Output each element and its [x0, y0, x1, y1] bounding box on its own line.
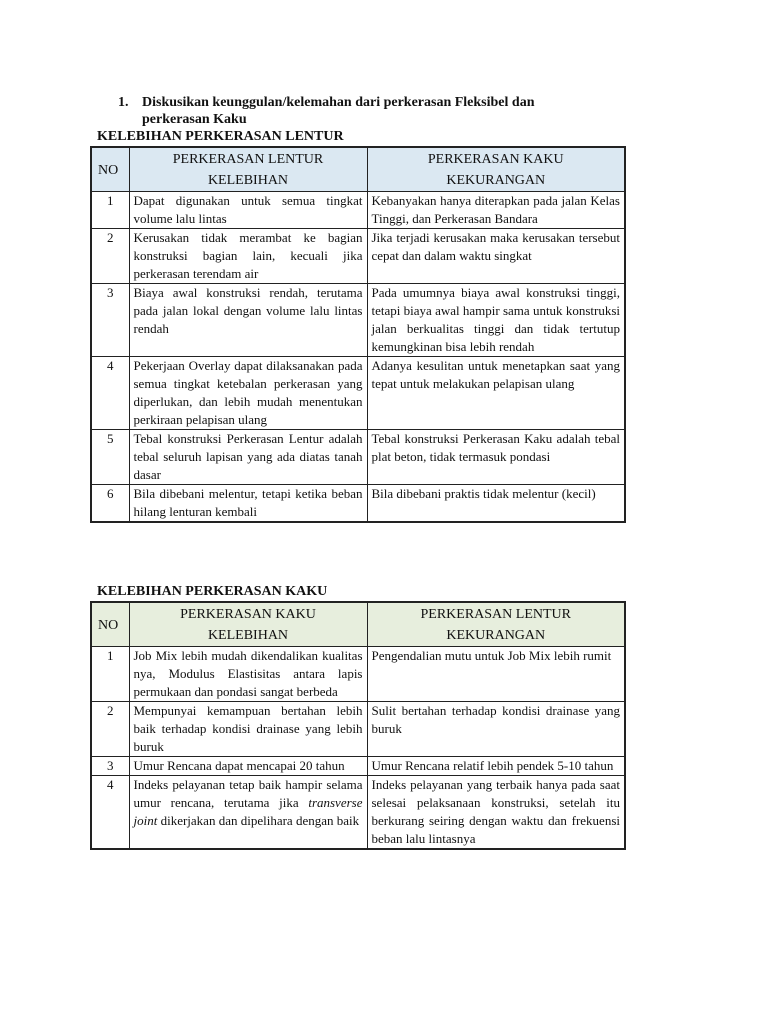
header-col-b	[367, 602, 625, 647]
table-row	[91, 647, 625, 702]
row-no: 1	[91, 192, 129, 229]
header-col-a	[129, 602, 367, 647]
header-col-b-line1: PERKERASAN LENTUR	[420, 607, 571, 622]
row-no: 3	[91, 757, 129, 776]
table-header-row	[91, 602, 625, 647]
table-row	[91, 757, 625, 776]
row-advantage	[129, 776, 367, 850]
table-row	[91, 229, 625, 284]
table-row	[91, 776, 625, 850]
row-no: 5	[91, 430, 129, 485]
row-no: 2	[91, 229, 129, 284]
row-no: 6	[91, 485, 129, 523]
row-disadvantage: Kebanyakan hanya diterapkan pada jalan Kelas Tinggi, dan Perkerasan Bandara	[367, 192, 625, 229]
row-disadvantage: Pengendalian mutu untuk Job Mix lebih rumit	[367, 647, 625, 702]
table-row	[91, 192, 625, 229]
row-advantage-pre: Indeks pelayanan tetap baik hampir selama umur rencana, terutama jika	[133, 777, 363, 810]
table-header-row	[91, 147, 625, 192]
table-row	[91, 284, 625, 357]
row-advantage: Bila dibebani melentur, tetapi ketika beban hilang lenturan kembali	[129, 485, 367, 523]
row-disadvantage: Indeks pelayanan yang terbaik hanya pada saat selesai pelaksanaan konstruksi, setelah itu berkurang seiring dengan waktu dan frekuensi beban lalu lintasnya	[367, 776, 625, 850]
header-col-b-line2: KEKURANGAN	[446, 628, 546, 643]
header-col-a-line1: PERKERASAN KAKU	[180, 607, 316, 622]
row-no: 4	[91, 357, 129, 430]
header-col-b	[367, 147, 625, 192]
row-advantage: Dapat digunakan untuk semua tingkat volume lalu lintas	[129, 192, 367, 229]
row-advantage-post: dikerjakan dan dipelihara dengan baik	[160, 813, 360, 828]
table-row	[91, 485, 625, 523]
header-col-a-line1: PERKERASAN LENTUR	[172, 152, 324, 167]
header-col-b-line1: PERKERASAN KAKU	[427, 152, 564, 167]
table-row	[91, 430, 625, 485]
table1-title: KELEBIHAN PERKERASAN LENTUR	[97, 129, 344, 144]
question-text: Diskusikan keunggulan/kelemahan dari perkerasan Fleksibel dan perkerasan Kaku	[142, 95, 535, 127]
row-disadvantage: Jika terjadi kerusakan maka kerusakan tersebut cepat dan dalam waktu singkat	[367, 229, 625, 284]
table-row	[91, 702, 625, 757]
row-advantage: Kerusakan tidak merambat ke bagian konstruksi bagian lain, kecuali jika perkerasan terendam air	[129, 229, 367, 284]
row-disadvantage: Tebal konstruksi Perkerasan Kaku adalah tebal plat beton, tidak termasuk pondasi	[367, 430, 625, 485]
row-no: 2	[91, 702, 129, 757]
header-col-a-line2: KELEBIHAN	[207, 173, 289, 188]
row-disadvantage: Pada umumnya biaya awal konstruksi tinggi, tetapi biaya awal hampir sama untuk konstruksi jalan berkualitas tinggi dan tidak tertutup kemungkinan bisa lebih rendah	[367, 284, 625, 357]
row-advantage: Umur Rencana dapat mencapai 20 tahun	[129, 757, 367, 776]
rigid-pavement-table	[90, 601, 626, 850]
row-no: 4	[91, 776, 129, 850]
table-row	[91, 357, 625, 430]
row-advantage-italic: transverse joint	[133, 795, 363, 828]
header-col-a	[129, 147, 367, 192]
row-no: 1	[91, 647, 129, 702]
header-no: NO	[91, 147, 129, 192]
row-advantage: Biaya awal konstruksi rendah, terutama pada jalan lokal dengan volume lalu lintas rendah	[129, 284, 367, 357]
row-advantage: Mempunyai kemampuan bertahan lebih baik terhadap kondisi drainase yang lebih buruk	[129, 702, 367, 757]
row-disadvantage: Adanya kesulitan untuk menetapkan saat yang tepat untuk melakukan pelapisan ulang	[367, 357, 625, 430]
row-disadvantage: Bila dibebani praktis tidak melentur (kecil)	[367, 485, 625, 523]
row-disadvantage: Umur Rencana relatif lebih pendek 5-10 tahun	[367, 757, 625, 776]
question-number: 1.	[118, 95, 129, 110]
row-advantage: Tebal konstruksi Perkerasan Lentur adalah tebal seluruh lapisan yang ada diatas tanah dasar	[129, 430, 367, 485]
header-col-b-line2: KEKURANGAN	[446, 173, 546, 188]
question	[118, 94, 588, 128]
table2-title: KELEBIHAN PERKERASAN KAKU	[97, 584, 328, 599]
row-no: 3	[91, 284, 129, 357]
row-disadvantage: Sulit bertahan terhadap kondisi drainase yang buruk	[367, 702, 625, 757]
row-advantage: Pekerjaan Overlay dapat dilaksanakan pada semua tingkat ketebalan perkerasan yang diperlukan, dan lebih mudah menentukan perkiraan pelapisan ulang	[129, 357, 367, 430]
header-col-a-line2: KELEBIHAN	[207, 628, 289, 643]
row-advantage: Job Mix lebih mudah dikendalikan kualitas nya, Modulus Elastisitas antara lapis permukaan dan pondasi sangat berbeda	[129, 647, 367, 702]
header-no: NO	[91, 602, 129, 647]
flexible-pavement-table	[90, 146, 626, 523]
